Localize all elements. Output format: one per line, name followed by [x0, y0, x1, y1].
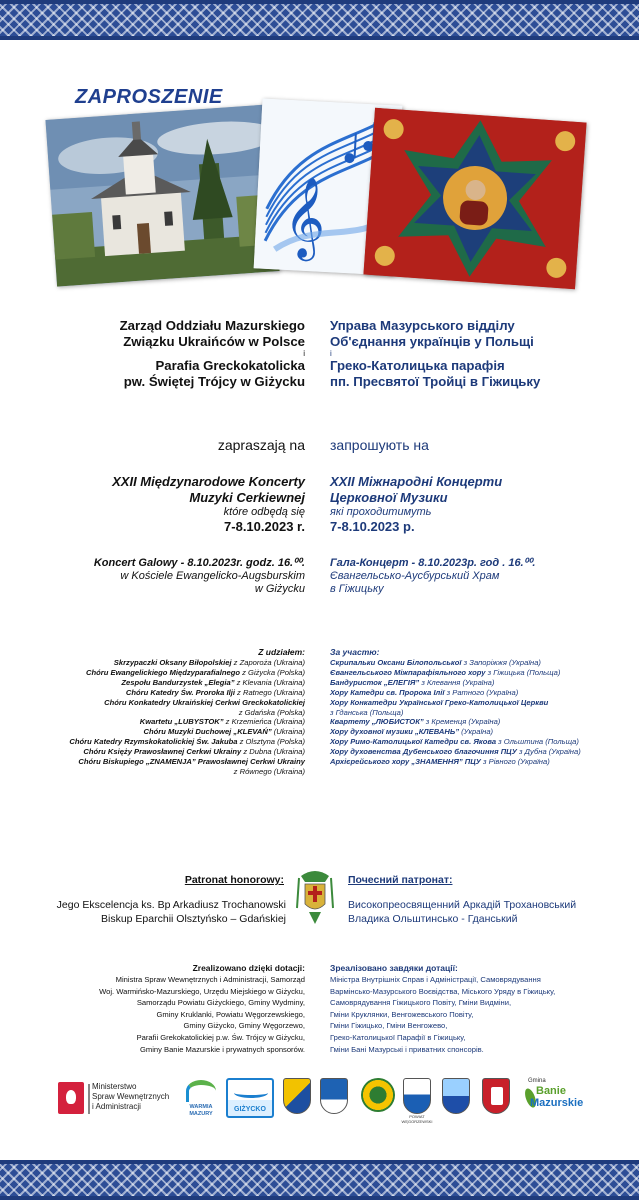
org-pl-and: i — [303, 349, 305, 358]
list-item: Хору Римо-Католицької Катедри св. Якова з Ольштина (Польща) — [330, 737, 579, 747]
funding-ua-heading: Зреалізовано завдяки дотації: — [330, 963, 458, 973]
gala-pl-head: Koncert Galowy - 8.10.2023r. godz. 16.⁰⁰. — [93, 557, 305, 569]
mswia-logo — [58, 1082, 178, 1120]
org-ua-line2: Об'єднання українців у Польщі — [330, 334, 534, 349]
funding-ua — [330, 962, 555, 1055]
funding-pl — [99, 962, 305, 1055]
mswia-logo-text: Ministerstwo Spraw Wewnętrznych i Administracji — [92, 1082, 170, 1111]
coat-of-arms-icon — [283, 1078, 311, 1114]
gala-ua-head: Гала-Концерт - 8.10.2023р. год . 16.⁰⁰. — [330, 557, 536, 569]
list-item: Samorządu Powiatu Giżyckiego, Gminy Wydminy, — [136, 998, 305, 1008]
coat-of-arms-icon — [442, 1078, 470, 1114]
sponsor-logos — [58, 1078, 588, 1122]
org-pl-line1: Zarząd Oddziału Mazurskiego — [119, 318, 305, 333]
organizers-pl — [120, 318, 305, 390]
funding-pl-list — [99, 974, 305, 1055]
patronage-ua-heading: Почесний патронат: — [348, 874, 453, 886]
list-item: Квартету „ЛЮБИСТОК” з Кременця (Україна) — [330, 717, 501, 727]
org-ua-line4: пп. Пресвятої Тройці в Гіжицьку — [330, 374, 541, 389]
list-item: Parafii Grekokatolickiej p.w. Św. Trójcy w Giżycku, — [136, 1032, 305, 1042]
participants-pl — [69, 646, 305, 777]
invite-pl: zapraszają na — [217, 437, 305, 453]
list-item: Chóru Biskupiego „ZNAMENJA” Prawosławnej Cerkwi Ukrainy z Równego (Ukraina) — [78, 757, 305, 776]
list-item: Chóru Księży Prawosławnej Cerkwi Ukrainy z Dubna (Ukraina) — [83, 747, 305, 757]
event-ua-name1: XXII Міжнародні Концерти — [330, 474, 503, 489]
list-item: Скрипальки Оксани Білопольської з Запоріжжя (Україна) — [330, 658, 541, 667]
participants-pl-list — [69, 658, 305, 777]
banie-gmina-text: Gmina — [528, 1078, 546, 1084]
list-item: Міністра Внутрішніх Справ і Адміністрації, Самоврядування — [330, 975, 541, 984]
list-item: Gminy Kruklanki, Powiatu Węgorzewskiego, — [156, 1009, 305, 1019]
event-pl-name2: Muzyki Cerkiewnej — [189, 490, 305, 505]
patronage-ua — [348, 873, 452, 887]
list-item: Бандуристок „ЕЛЕГІЯ” з Клевання (Україна) — [330, 677, 495, 687]
list-item: Chóru Katedry Św. Proroka Ilji z Ratnego (Ukraina) — [125, 687, 305, 697]
event-ua — [330, 474, 502, 535]
invite-ua: запрошують на — [330, 437, 429, 453]
gala-ua — [330, 557, 536, 596]
event-pl-date: 7-8.10.2023 r. — [224, 519, 305, 534]
coat-of-arms-icon — [361, 1078, 395, 1112]
gala-ua-place2: в Гіжицьку — [330, 583, 384, 595]
list-item: Євангельського Міжпарафіяльного хору з Гіжицька (Польща) — [330, 667, 561, 677]
coat-of-arms-icon — [482, 1078, 510, 1114]
ornament-band-bottom — [0, 1160, 639, 1200]
church-photo — [45, 104, 279, 286]
gizycko-logo-text: GIŻYCKO — [234, 1106, 266, 1113]
event-ua-when: які проходитимуть — [330, 506, 432, 518]
event-pl-when: które odbędą się — [223, 506, 305, 518]
patronage-pl-text — [57, 898, 286, 926]
list-item: Гміни Бані Мазурські і приватних спонсорів. — [330, 1044, 484, 1054]
participants-ua-heading: За участю: — [330, 647, 380, 657]
mazurskie-text: Mazurskie — [530, 1097, 584, 1109]
polish-eagle-icon — [58, 1082, 84, 1114]
patronage-ua-text — [348, 898, 576, 926]
banie-text: Banie — [536, 1085, 566, 1097]
list-item: Zespołu Bandurzystek „Elegia” z Klevania (Ukraina) — [121, 677, 305, 687]
gizycko-logo — [226, 1078, 274, 1118]
event-pl — [112, 474, 305, 535]
list-item: Вармінсько-Мазурського Воєвідства, Міського Уряду в Гіжицьку, — [330, 986, 556, 996]
list-item: Хору духовенства Дубенського благочиння ПЦУ з Дубна (Україна) — [330, 747, 581, 757]
organizers-ua — [330, 318, 540, 390]
org-pl-line4: pw. Świętej Trójcy w Giżycku — [123, 374, 305, 389]
patronage-pl-heading: Patronat honorowy: — [184, 874, 284, 886]
religious-icon-image — [363, 108, 586, 289]
participants-pl-heading: Z udziałem: — [258, 647, 305, 657]
powiat-logo-text: POWIAT WĘGORZEWSKI — [401, 1114, 433, 1124]
gala-ua-place1: Євангельсько-Аусбурський Храм — [330, 570, 500, 582]
bishop-coat-of-arms-icon — [295, 868, 335, 926]
gala-pl-place2: w Giżycku — [254, 583, 305, 595]
org-ua-line3: Греко-Католицька парафія — [330, 358, 505, 373]
list-item: Skrzypaczki Oksany Biłopolskiej z Zaporoża (Ukraina) — [113, 658, 305, 667]
list-item: Греко-Католицької Парафії в Гіжицьку, — [330, 1032, 466, 1042]
gala-pl-place1: w Kościele Ewangelicko-Augsburskim — [120, 570, 305, 582]
list-item: Гміни Круклянки, Венгожевського Повіту, — [330, 1009, 474, 1019]
patronage-ua-line1: Високопреосвященний Аркадій Трохановський — [348, 899, 577, 911]
list-item: Chóru Katedry Rzymskokatolickiej Św. Jakuba z Olsztyna (Polska) — [69, 737, 305, 747]
org-pl-line3: Parafia Greckokatolicka — [155, 358, 305, 373]
list-item: Kwartetu „LUBYSTOK” z Krzemieńca (Ukraina) — [139, 717, 305, 727]
funding-pl-heading: Zrealizowano dzięki dotacji: — [192, 963, 305, 973]
page-title: ZAPROSZENIE — [75, 86, 223, 108]
org-ua-and: і — [330, 349, 332, 358]
warmia-mazury-logo-text: WARMIA MAZURY — [189, 1104, 213, 1117]
participants-ua-list — [330, 658, 581, 767]
list-item: Ministra Spraw Wewnętrznych i Administracji, Samorząd — [115, 975, 305, 984]
list-item: Архієрейського хору „ЗНАМЕННЯ” ПЦУ з Рівного (Україна) — [330, 757, 550, 767]
list-item: Хору Конкатедри Української Греко-Католицької Церкви з Гданська (Польща) — [330, 697, 549, 717]
event-ua-date: 7-8.10.2023 р. — [330, 519, 415, 534]
patronage-ua-line2: Владика Ольштинсько - Гданський — [348, 913, 518, 925]
list-item: Самоврядування Гіжицького Повіту, Гміни Видміни, — [330, 998, 512, 1008]
org-ua-line1: Управа Мазурського відділу — [330, 318, 515, 333]
org-pl-line2: Związku Ukraińców w Polsce — [123, 334, 305, 349]
ornament-band-top — [0, 0, 639, 40]
coat-of-arms-icon — [403, 1078, 431, 1114]
coat-of-arms-icon — [320, 1078, 348, 1114]
list-item: Gminy Giżycko, Gminy Węgorzewo, — [183, 1021, 305, 1031]
patronage-pl-line1: Jego Ekscelencja ks. Bp Arkadiusz Trochanowski — [56, 899, 286, 911]
list-item: Chóru Muzyki Duchowej „KLEVAŃ” (Ukraina) — [143, 727, 305, 737]
funding-ua-list — [330, 974, 555, 1055]
list-item: Гміни Гіжицько, Гміни Венгожево, — [330, 1021, 448, 1031]
patronage-pl — [185, 873, 284, 887]
banie-mazurskie-logo — [526, 1078, 582, 1118]
list-item: Woj. Warmińsko-Mazurskiego, Urzędu Miejskiego w Giżycku, — [99, 986, 305, 996]
warmia-mazury-logo — [182, 1078, 220, 1118]
event-ua-name2: Церковної Музики — [330, 490, 448, 505]
svg-text:𝄞: 𝄞 — [282, 174, 328, 259]
list-item: Хору Катедри св. Пророка Ілії з Ратного (Україна) — [330, 687, 519, 697]
list-item: Хору духовної музики „КЛЕВАНЬ” (Україна) — [330, 727, 494, 737]
list-item: Chóru Konkatedry Ukraińskiej Cerkwi Greckokatolickiej z Gdańska (Polska) — [104, 697, 305, 717]
list-item: Gminy Banie Mazurskie i prywatnych sponsorów. — [139, 1044, 305, 1054]
participants-ua — [330, 646, 581, 767]
list-item: Chóru Ewangelickiego Międzyparafialnego z Giżycka (Polska) — [86, 667, 305, 677]
gala-pl — [94, 557, 305, 596]
event-pl-name1: XXII Międzynarodowe Koncerty — [112, 474, 305, 489]
patronage-pl-line2: Biskup Eparchii Olsztyńsko – Gdańskiej — [101, 913, 286, 925]
